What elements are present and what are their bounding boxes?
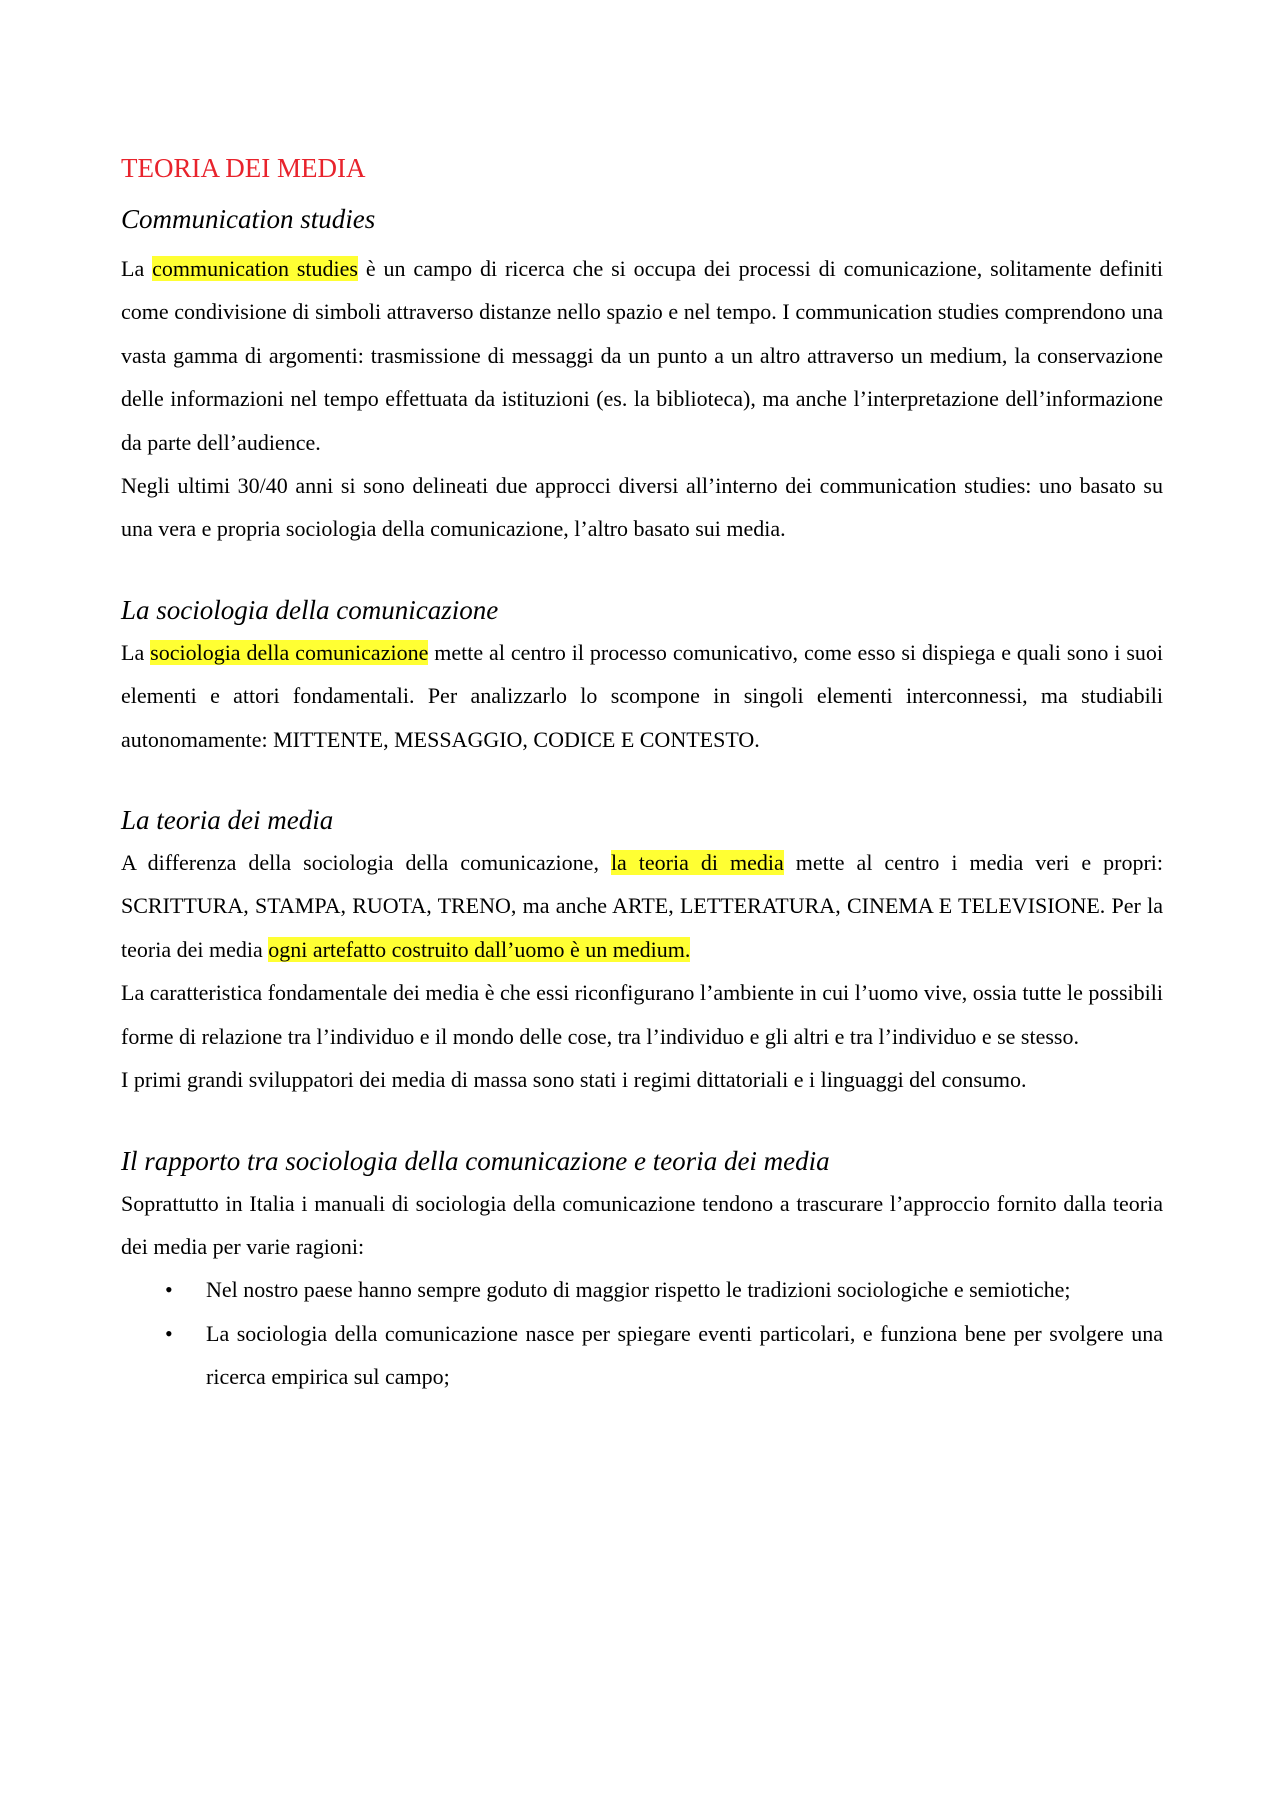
section-heading-communication-studies: Communication studies [121,204,376,234]
text-run: è un campo di ricerca che si occupa dei processi di comunicazione, solitamente definiti come condivisione di simboli attraverso distanze nello spazio e nel tempo. I communication studies comprendono una vasta gamma di argomenti: trasmissione di messaggi da un punto a un altro attraverso un medium, la conservazione delle informazioni nel tempo effettuata da istituzioni (es. la biblioteca), ma anche l’interpretazione dell’informazione da parte dell’audience. [121,256,1164,455]
highlight-communication-studies: communication studies [152,256,358,281]
text-run: La [121,256,153,281]
highlight-ogni-artefatto: ogni artefatto costruito dall’uomo è un medium. [268,936,691,962]
document-body [121,148,1163,1399]
paragraph-two-approaches: Negli ultimi 30/40 anni si sono delineati due approcci diversi all’interno dei communication studies: uno basato su una vera e propria sociologia della comunicazione, l’altro basato sui media. [121,473,1163,542]
section-heading-sociologia: La sociologia della comunicazione [121,594,499,625]
paragraph-sociologia-definition [121,631,1163,761]
paragraph-rapporto-intro: Soprattutto in Italia i manuali di sociologia della comunicazione tendono a trascurare l’approccio fornito dalla teoria dei media per varie ragioni: [121,1190,1163,1259]
text-run: mette al centro i media veri e propri: SCRITTURA, STAMPA, RUOTA, TRENO, ma anche ARTE, LETTERATURA, CINEMA E TELEVISIONE. Per la teoria dei media [121,850,1164,962]
text-run: mette al centro il processo comunicativo, come esso si dispiega e quali sono i suoi elementi e attori fondamentali. Per analizzarlo lo scompone in singoli elementi interconnessi, ma studiabili autonomamente: MITTENTE, MESSAGGIO, CODICE E CONTESTO. [121,639,1164,752]
list-item-text: La sociologia della comunicazione nasce per spiegare eventi particolari, e funziona bene per svolgere una ricerca empirica sul campo; [206,1320,1163,1390]
paragraph-media-characteristic: La caratteristica fondamentale dei media è che essi riconfigurano l’ambiente in cui l’uomo vive, ossia tutte le possibili forme di relazione tra l’individuo e il mondo delle cose, tra l’individuo e gli altri e tra l’individuo e se stesso. [121,980,1163,1049]
document-title: TEORIA DEI MEDIA [121,153,366,183]
bullet-icon: • [165,1277,173,1303]
reasons-list [121,1268,1163,1398]
bullet-icon: • [165,1320,173,1346]
section-heading-teoria-dei-media: La teoria dei media [121,805,334,836]
paragraph-communication-studies-definition [121,247,1163,464]
paragraph-teoria-definition [121,841,1163,971]
list-item [121,1268,1163,1311]
section-heading-rapporto: Il rapporto tra sociologia della comunicazione e teoria dei media [121,1145,830,1176]
highlight-sociologia: sociologia della comunicazione [150,639,429,665]
list-item-text: Nel nostro paese hanno sempre goduto di maggior rispetto le tradizioni sociologiche e semiotiche; [206,1277,1071,1303]
text-run: A differenza della sociologia della comunicazione, [121,850,611,876]
paragraph-mass-media-developers: I primi grandi sviluppatori dei media di massa sono stati i regimi dittatoriali e i linguaggi del consumo. [121,1067,1027,1093]
highlight-teoria-di-media: la teoria di media [610,850,784,876]
list-item [121,1312,1163,1399]
text-run: La [121,639,151,665]
